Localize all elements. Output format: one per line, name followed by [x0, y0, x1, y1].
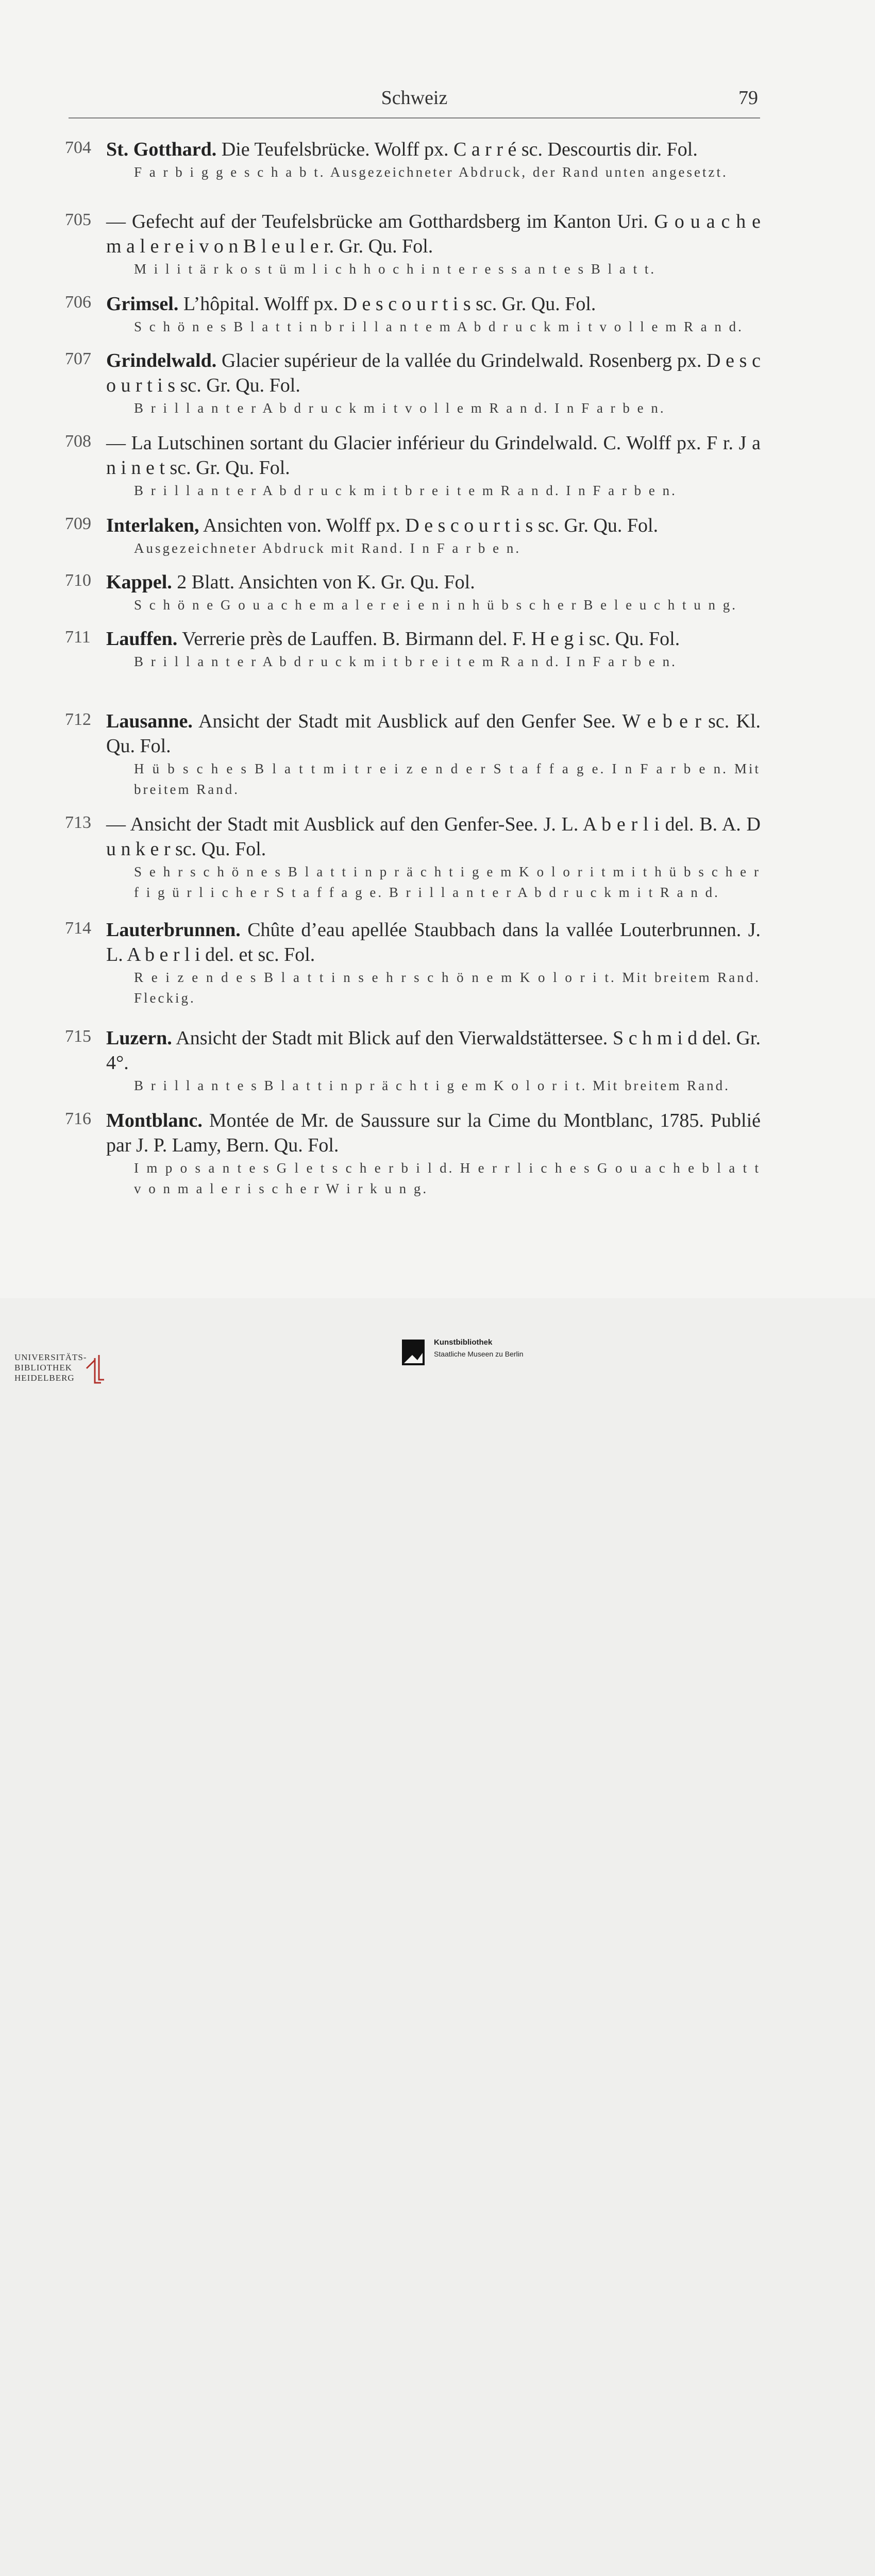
entry-text: Ansicht der Stadt mit Blick auf den Vierwaldstättersee. S c h m i d del. Gr. 4°.: [106, 1027, 761, 1074]
entry-note: Ausgezeichneter Abdruck mit Rand. I n F a r b e n.: [134, 540, 521, 556]
entry-note: R e i z e n d e s B l a t t i n s e h r s c h ö n e m K o l o r i t. Mit breitem Rand. Fleckig.: [134, 970, 761, 1006]
entry-number: 707: [65, 349, 91, 368]
header-rule: [69, 117, 760, 118]
entry-description: [106, 348, 761, 398]
entry-note: S c h ö n e s B l a t t i n b r i l l a n t e m A b d r u c k m i t v o l l e m R a n d.: [134, 319, 744, 334]
entry-number: 709: [65, 514, 91, 533]
library-name-line: UNIVERSITÄTS-: [14, 1352, 87, 1362]
entry-number: 705: [65, 210, 91, 229]
entry-title: Montblanc.: [106, 1110, 203, 1131]
entry-text: Die Teufelsbrücke. Wolff px. C a r r é sc. Descourtis dir. Fol.: [216, 139, 698, 160]
entry-number: 716: [65, 1109, 91, 1128]
entry-title: Lauterbrunnen.: [106, 919, 241, 941]
entry-description: [106, 431, 761, 480]
catalog-entry: [65, 137, 761, 209]
entry-title: Lausanne.: [106, 710, 193, 732]
entry-text: — La Lutschinen sortant du Glacier inférieur du Grindelwald. C. Wolff px. F r. J a n i n e t sc. Gr. Qu. Fol.: [106, 432, 761, 479]
entry-text: L’hôpital. Wolff px. D e s c o u r t i s sc. Gr. Qu. Fol.: [178, 293, 596, 315]
page-number: 79: [738, 87, 758, 109]
entry-note: S c h ö n e G o u a c h e m a l e r e i e n i n h ü b s c h e r B e l e u c h t u n g.: [134, 597, 738, 613]
catalog-entry: [65, 709, 761, 812]
entry-title: Kappel.: [106, 571, 172, 593]
library-mark-icon: [83, 1353, 105, 1385]
entry-description: [106, 570, 761, 595]
catalog-entry: [65, 626, 761, 709]
entry-note: B r i l l a n t e r A b d r u c k m i t b r e i t e m R a n d. I n F a r b e n.: [134, 654, 677, 669]
entry-description: [106, 626, 761, 651]
entry-note: B r i l l a n t e r A b d r u c k m i t b r e i t e m R a n d. I n F a r b e n.: [134, 483, 677, 498]
entry-title: Grimsel.: [106, 293, 179, 315]
entry-note: M i l i t ä r k o s t ü m l i c h h o c h i n t e r e s s a n t e s B l a t t.: [134, 261, 657, 277]
entry-note: I m p o s a n t e s G l e t s c h e r b i l d. H e r r l i c h e s G o u a c h e b l a t t v o n m a l e r i s c h e r W i r k u n g.: [134, 1160, 761, 1196]
entry-description: [106, 513, 761, 538]
catalog-entry: [65, 918, 761, 1026]
library-name-line: BIBLIOTHEK: [14, 1363, 72, 1372]
entry-title: Lauffen.: [106, 628, 178, 650]
catalog-entry: [65, 348, 761, 431]
entry-text: Chûte d’eau apellée Staubbach dans la vallée Louterbrunnen. J. L. A b e r l i del. et sc. Fol.: [106, 919, 761, 965]
entry-title: Luzern.: [106, 1027, 172, 1049]
entry-description: [106, 709, 761, 758]
entry-title: Grindelwald.: [106, 350, 217, 371]
entry-description: [106, 1026, 761, 1075]
catalog-entry: [65, 513, 761, 570]
page-title: Schweiz: [381, 87, 448, 109]
entry-number: 713: [65, 813, 91, 832]
entry-text: Verrerie près de Lauffen. B. Birmann del. F. H e g i sc. Qu. Fol.: [177, 628, 680, 650]
entry-number: 706: [65, 293, 91, 312]
catalog-entry: [65, 209, 761, 292]
entry-description: [106, 1108, 761, 1158]
entry-description: [106, 137, 761, 162]
entry-note: S e h r s c h ö n e s B l a t t i n p r ä c h t i g e m K o l o r i t m i t h ü b s c h e r f i g ü r l i c h e r S t a f f a g e. B r i l l a n t e r A b d r u c k m i t R a n d.: [134, 864, 761, 900]
entry-description: [106, 209, 761, 259]
catalog-entry: [65, 292, 761, 348]
entry-note: B r i l l a n t e s B l a t t i n p r ä c h t i g e m K o l o r i t. Mit breitem Rand.: [134, 1078, 730, 1093]
entry-text: Ansichten von. Wolff px. D e s c o u r t i s sc. Gr. Qu. Fol.: [199, 515, 659, 536]
library-name-line: HEIDELBERG: [14, 1373, 75, 1383]
page-header: [69, 87, 760, 114]
entry-number: 714: [65, 919, 91, 938]
catalog-entry: [65, 1026, 761, 1108]
entry-text: Montée de Mr. de Saussure sur la Cime du Montblanc, 1785. Publié par J. P. Lamy, Bern. Qu. Fol.: [106, 1110, 761, 1156]
entry-note: H ü b s c h e s B l a t t m i t r e i z e n d e r S t a f f a g e. I n F a r b e n. Mit breitem Rand.: [134, 761, 761, 797]
entry-note: F a r b i g g e s c h a b t. Ausgezeichneter Abdruck, der Rand unten angesetzt.: [134, 164, 728, 180]
entry-note: B r i l l a n t e r A b d r u c k m i t v o l l e m R a n d. I n F a r b e n.: [134, 400, 666, 416]
entry-text: — Gefecht auf der Teufelsbrücke am Gotthardsberg im Kanton Uri. G o u a c h e m a l e r e i v o n B l e u l e r. Gr. Qu. Fol.: [106, 211, 761, 257]
catalog-entry: [65, 570, 761, 626]
entry-title: St. Gotthard.: [106, 139, 217, 160]
entry-text: — Ansicht der Stadt mit Ausblick auf den Genfer-See. J. L. A b e r l i del. B. A. D u n k e r sc. Qu. Fol.: [106, 814, 761, 860]
kunstbibliothek-logo-icon[interactable]: [402, 1340, 425, 1365]
entry-text: Glacier supérieur de la vallée du Grindelwald. Rosenberg px. D e s c o u r t i s sc. Gr. Qu. Fol.: [106, 350, 761, 396]
kunstbibliothek-subtitle: Staatliche Museen zu Berlin: [434, 1350, 524, 1358]
catalog-entries: [65, 137, 761, 1196]
entry-description: [106, 918, 761, 967]
entry-description: [106, 812, 761, 861]
entry-number: 715: [65, 1027, 91, 1046]
catalog-entry: [65, 431, 761, 513]
catalog-entry: [65, 1108, 761, 1196]
kunstbibliothek-credit: [434, 1338, 524, 1358]
entry-text: Ansicht der Stadt mit Ausblick auf den Genfer See. W e b e r sc. Kl. Qu. Fol.: [106, 710, 761, 757]
entry-number: 712: [65, 710, 91, 729]
kunstbibliothek-name: Kunstbibliothek: [434, 1338, 493, 1347]
entry-number: 710: [65, 571, 91, 590]
entry-description: [106, 292, 761, 316]
entry-number: 704: [65, 138, 91, 157]
entry-title: Interlaken,: [106, 515, 199, 536]
entry-text: 2 Blatt. Ansichten von K. Gr. Qu. Fol.: [172, 571, 475, 593]
entry-number: 708: [65, 432, 91, 451]
entry-number: 711: [65, 628, 91, 647]
catalog-entry: [65, 812, 761, 918]
